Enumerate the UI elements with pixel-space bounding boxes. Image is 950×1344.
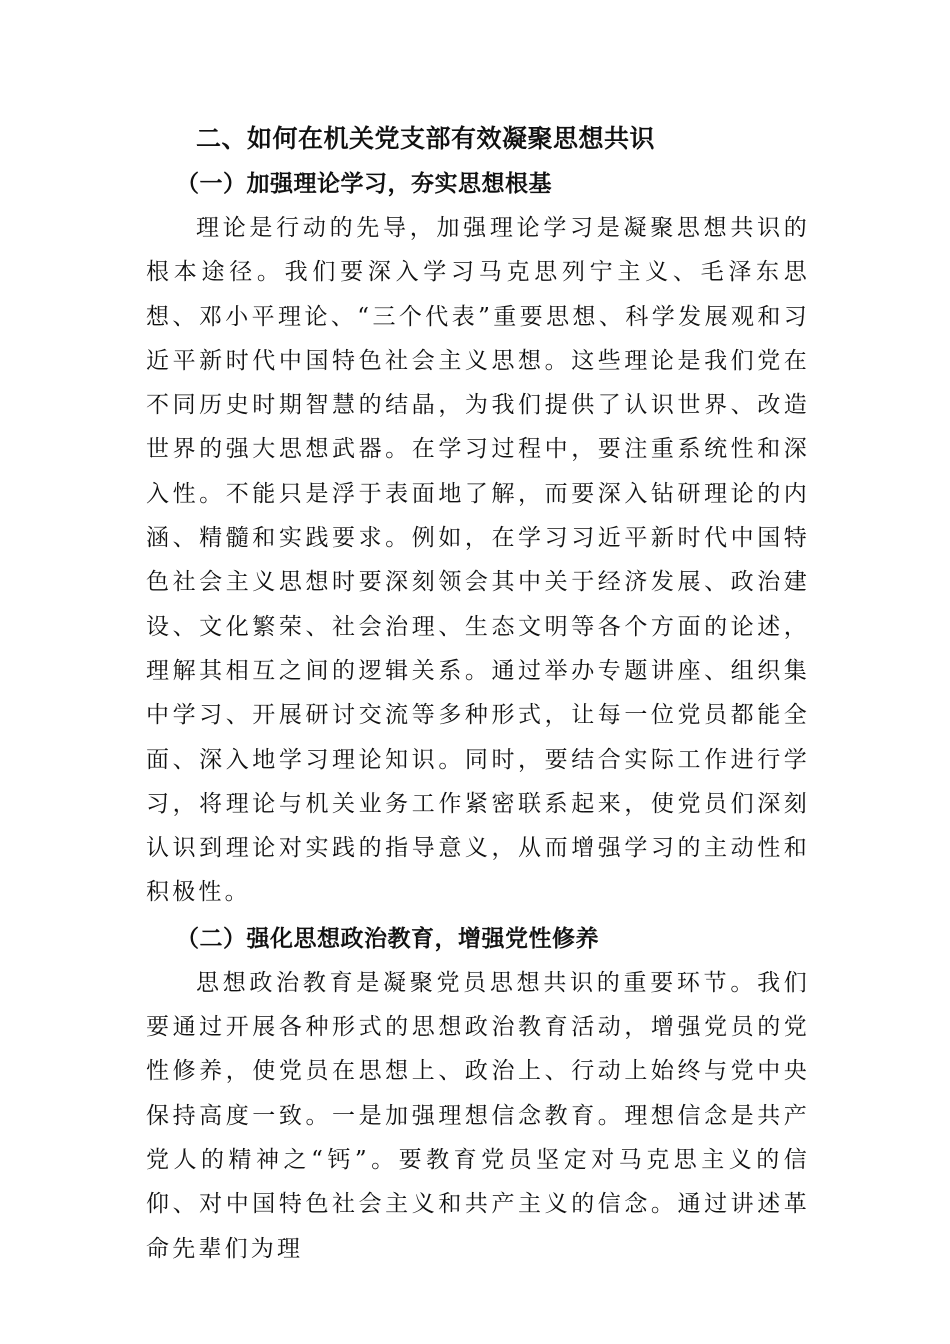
subsection-title-2: （二）强化思想政治教育，增强党性修养 — [176, 924, 599, 952]
subsection-paragraph-2: 思想政治教育是凝聚党员思想共识的重要环节。我们要通过开展各种形式的思想政治教育活动，增强党员的党性修养，使党员在思想上、政治上、行动上始终与党中央保持高度一致。一是加强理想信念教育。理想信念是共产党人的精神之“钙”。要教育党员坚定对马克思主义的信仰、对中国特色社会主义和共产主义的信念。通过讲述革命先辈们为理 — [146, 969, 810, 1262]
subsection-paragraph-1: 理论是行动的先导，加强理论学习是凝聚思想共识的根本途径。我们要深入学习马克思列宁主义、毛泽东思想、邓小平理论、“三个代表”重要思想、科学发展观和习近平新时代中国特色社会主义思想。这些理论是我们党在不同历史时期智慧的结晶，为我们提供了认识世界、改造世界的强大思想武器。在学习过程中，要注重系统性和深入性。不能只是浮于表面地了解，而要深入钻研理论的内涵、精髓和实践要求。例如，在学习习近平新时代中国特色社会主义思想时要深刻领会其中关于经济发展、政治建设、文化繁荣、社会治理、生态文明等各个方面的论述，理解其相互之间的逻辑关系。通过举办专题讲座、组织集中学习、开展研讨交流等多种形式，让每一位党员都能全面、深入地学习理论知识。同时，要结合实际工作进行学习，将理论与机关业务工作紧密联系起来，使党员们深刻认识到理论对实践的指导意义，从而增强学习的主动性和积极性。 — [146, 215, 810, 906]
subsection-title-1: （一）加强理论学习，夯实思想根基 — [176, 170, 552, 197]
section-title: 二、如何在机关党支部有效凝聚思想共识 — [196, 124, 656, 153]
document-body — [146, 116, 810, 1271]
